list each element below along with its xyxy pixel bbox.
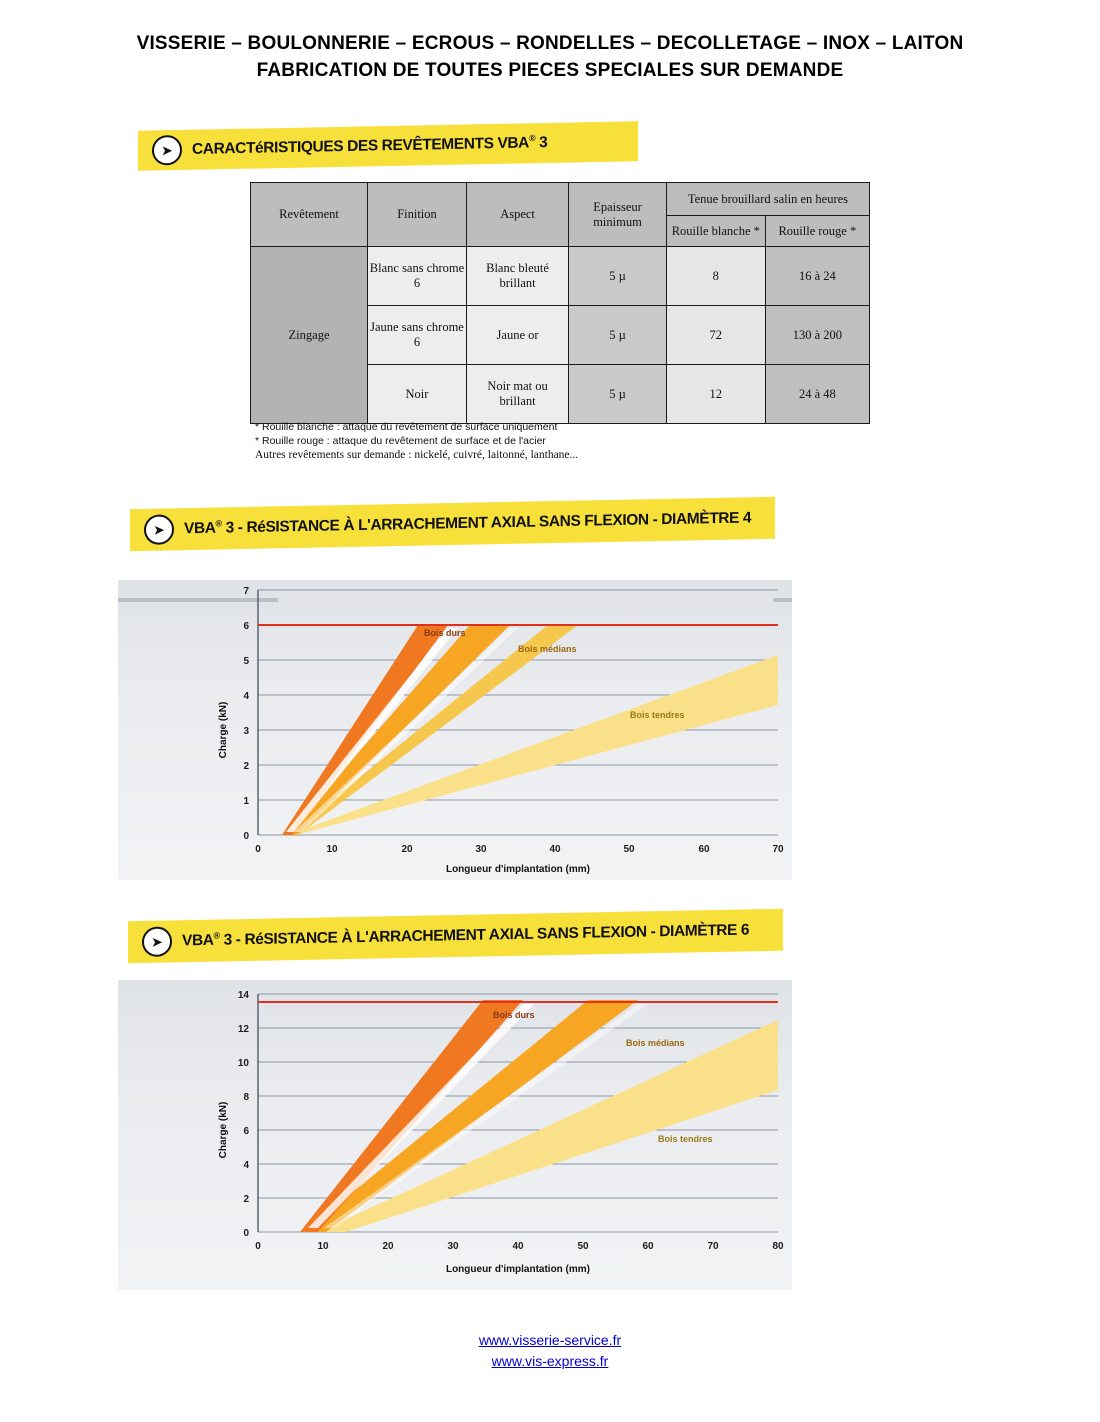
svg-text:Bois médians: Bois médians bbox=[518, 644, 577, 654]
cell-aspect: Noir mat ou brillant bbox=[466, 365, 568, 424]
chart-diametre4 bbox=[118, 580, 792, 880]
link-vis-express[interactable]: www.vis-express.fr bbox=[491, 1353, 609, 1369]
th-tenue: Tenue brouillard salin en heures bbox=[666, 183, 869, 216]
svg-text:14: 14 bbox=[237, 990, 249, 1001]
svg-text:60: 60 bbox=[642, 1241, 654, 1252]
chart2-xlabel: Longueur d'implantation (mm) bbox=[445, 1264, 591, 1275]
cell-rouille-rouge: 24 à 48 bbox=[765, 365, 869, 424]
svg-text:70: 70 bbox=[772, 844, 784, 855]
cell-epaisseur: 5 µ bbox=[569, 247, 667, 306]
svg-text:20: 20 bbox=[401, 844, 413, 855]
svg-text:30: 30 bbox=[447, 1241, 459, 1252]
cell-rouille-rouge: 130 à 200 bbox=[765, 306, 869, 365]
cell-epaisseur: 5 µ bbox=[569, 306, 667, 365]
svg-text:40: 40 bbox=[549, 844, 561, 855]
svg-text:Bois durs: Bois durs bbox=[493, 1010, 535, 1020]
svg-text:6: 6 bbox=[243, 1126, 249, 1137]
th-rouille-rouge: Rouille rouge * bbox=[765, 216, 869, 247]
coatings-table bbox=[250, 182, 870, 424]
svg-text:60: 60 bbox=[698, 844, 710, 855]
svg-text:12: 12 bbox=[237, 1024, 249, 1035]
section-banner-diametre6 bbox=[128, 909, 783, 964]
svg-text:20: 20 bbox=[382, 1241, 394, 1252]
svg-text:5: 5 bbox=[243, 656, 249, 667]
banner-title-diametre4: VBA® 3 - RéSISTANCE À L'ARRACHEMENT AXIAL SANS FLEXION - DIAMÈTRE 4 bbox=[184, 509, 752, 538]
th-finition: Finition bbox=[368, 183, 467, 247]
svg-text:0: 0 bbox=[243, 1228, 249, 1239]
th-revetement: Revêtement bbox=[251, 183, 368, 247]
svg-text:7: 7 bbox=[243, 586, 249, 597]
svg-text:2: 2 bbox=[243, 761, 249, 772]
note-rouille-rouge: * Rouille rouge : attaque du revêtement de surface et de l'acier bbox=[255, 435, 546, 447]
th-rouille-blanche: Rouille blanche * bbox=[666, 216, 765, 247]
svg-text:3: 3 bbox=[243, 726, 249, 737]
footer-links bbox=[0, 1330, 1100, 1372]
section-banner-diametre4 bbox=[130, 497, 775, 551]
banner-title-coatings: CARACTéRISTIQUES DES REVÊTEMENTS VBA® 3 bbox=[192, 133, 548, 159]
chart-diametre4-svg bbox=[118, 580, 792, 880]
svg-text:4: 4 bbox=[243, 1160, 249, 1171]
chevron-right-icon: ➤ bbox=[144, 514, 174, 545]
note-rouille-blanche: * Rouille blanche : attaque du revêtement de surface uniquement bbox=[255, 421, 558, 433]
coatings-table-wrap bbox=[250, 182, 870, 424]
svg-text:0: 0 bbox=[255, 844, 261, 855]
cell-rouille-rouge: 16 à 24 bbox=[765, 247, 869, 306]
svg-text:10: 10 bbox=[317, 1241, 329, 1252]
cell-finition: Blanc sans chrome 6 bbox=[368, 247, 467, 306]
cell-rouille-blanche: 12 bbox=[666, 365, 765, 424]
svg-text:70: 70 bbox=[707, 1241, 719, 1252]
cell-aspect: Jaune or bbox=[466, 306, 568, 365]
banner-title-diametre6: VBA® 3 - RéSISTANCE À L'ARRACHEMENT AXIAL SANS FLEXION - DIAMÈTRE 6 bbox=[182, 921, 750, 950]
th-epaisseur: Epaisseur minimum bbox=[569, 183, 667, 247]
header-line-1: VISSERIE – BOULONNERIE – ECROUS – RONDELLES – DECOLLETAGE – INOX – LAITON bbox=[136, 33, 964, 54]
table-notes bbox=[255, 420, 875, 462]
table-row bbox=[251, 247, 870, 306]
svg-text:80: 80 bbox=[772, 1241, 784, 1252]
link-visserie-service[interactable]: www.visserie-service.fr bbox=[478, 1332, 622, 1348]
cell-rouille-blanche: 8 bbox=[666, 247, 765, 306]
svg-text:8: 8 bbox=[243, 1092, 249, 1103]
cell-finition: Noir bbox=[368, 365, 467, 424]
chart1-xlabel: Longueur d'implantation (mm) bbox=[445, 864, 591, 875]
svg-text:0: 0 bbox=[255, 1241, 261, 1252]
chart1-ylabel: Charge (kN) bbox=[218, 701, 229, 759]
svg-text:10: 10 bbox=[237, 1058, 249, 1069]
svg-text:Bois médians: Bois médians bbox=[626, 1038, 685, 1048]
th-aspect: Aspect bbox=[466, 183, 568, 247]
page-header bbox=[0, 30, 1100, 84]
svg-text:30: 30 bbox=[475, 844, 487, 855]
svg-text:4: 4 bbox=[243, 691, 249, 702]
svg-text:Bois tendres: Bois tendres bbox=[630, 710, 685, 720]
note-autres: Autres revêtements sur demande : nickelé, cuivré, laitonné, lanthane... bbox=[255, 449, 579, 461]
svg-text:1: 1 bbox=[243, 796, 249, 807]
cell-epaisseur: 5 µ bbox=[569, 365, 667, 424]
table-header-row bbox=[251, 183, 870, 216]
svg-text:40: 40 bbox=[512, 1241, 524, 1252]
chart-diametre6 bbox=[118, 980, 792, 1290]
svg-text:0: 0 bbox=[243, 831, 249, 842]
svg-text:Bois tendres: Bois tendres bbox=[658, 1134, 713, 1144]
svg-text:50: 50 bbox=[577, 1241, 589, 1252]
svg-text:6: 6 bbox=[243, 621, 249, 632]
svg-text:Bois durs: Bois durs bbox=[424, 628, 466, 638]
cell-rouille-blanche: 72 bbox=[666, 306, 765, 365]
cell-finition: Jaune sans chrome 6 bbox=[368, 306, 467, 365]
svg-text:10: 10 bbox=[326, 844, 338, 855]
svg-text:2: 2 bbox=[243, 1194, 249, 1205]
chart2-ylabel: Charge (kN) bbox=[218, 1101, 229, 1159]
svg-text:50: 50 bbox=[623, 844, 635, 855]
cell-aspect: Blanc bleuté brillant bbox=[466, 247, 568, 306]
section-banner-coatings bbox=[138, 121, 638, 171]
chevron-right-icon: ➤ bbox=[142, 926, 172, 957]
cell-revetement: Zingage bbox=[251, 247, 368, 424]
header-line-2: FABRICATION DE TOUTES PIECES SPECIALES SUR DEMANDE bbox=[256, 60, 844, 81]
chevron-right-icon: ➤ bbox=[152, 135, 182, 166]
chart-diametre6-svg bbox=[118, 980, 792, 1290]
